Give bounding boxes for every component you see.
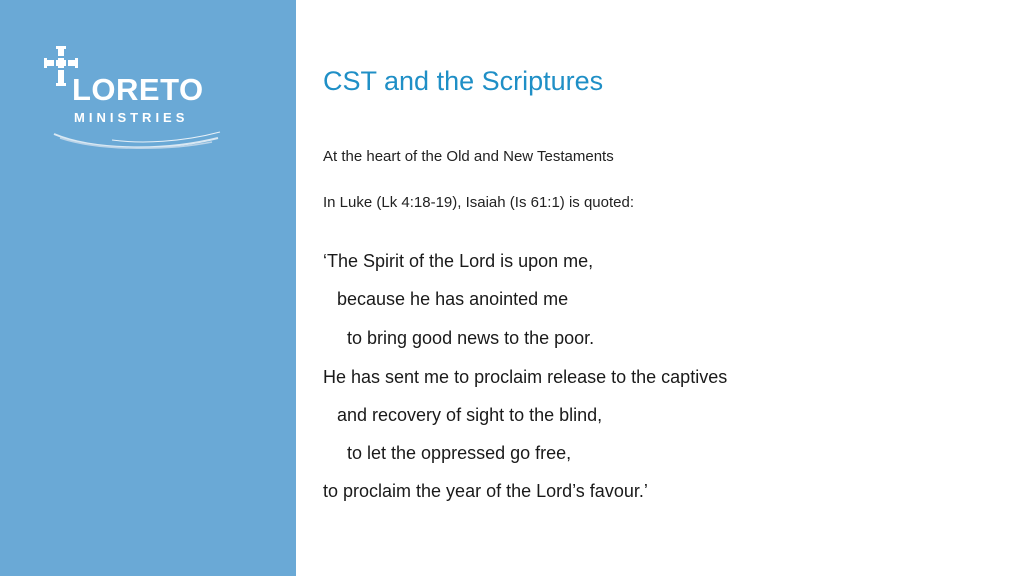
quote-line: because he has anointed me [337,289,569,309]
slide-subtitle: At the heart of the Old and New Testaments [323,148,614,165]
quote-line: to bring good news to the poor. [347,328,595,348]
quote-line: and recovery of sight to the blind, [337,405,603,425]
logo-wordmark: LORETO [72,72,204,107]
quote-line: to let the oppressed go free, [347,443,572,463]
sidebar-panel [0,0,296,576]
quote-line: to proclaim the year of the Lord’s favour.’ [323,481,648,501]
quote-line: ‘The Spirit of the Lord is upon me, [323,251,594,271]
page-title: CST and the Scriptures [323,66,604,96]
loreto-logo [40,44,230,154]
slide-content [323,0,1003,576]
logo-subtitle: MINISTRIES [74,110,189,125]
citation-text: In Luke (Lk 4:18-19), Isaiah (Is 61:1) is quoted: [323,194,635,211]
quote-line: He has sent me to proclaim release to the captives [323,367,728,387]
swoosh-graphic [52,120,222,154]
